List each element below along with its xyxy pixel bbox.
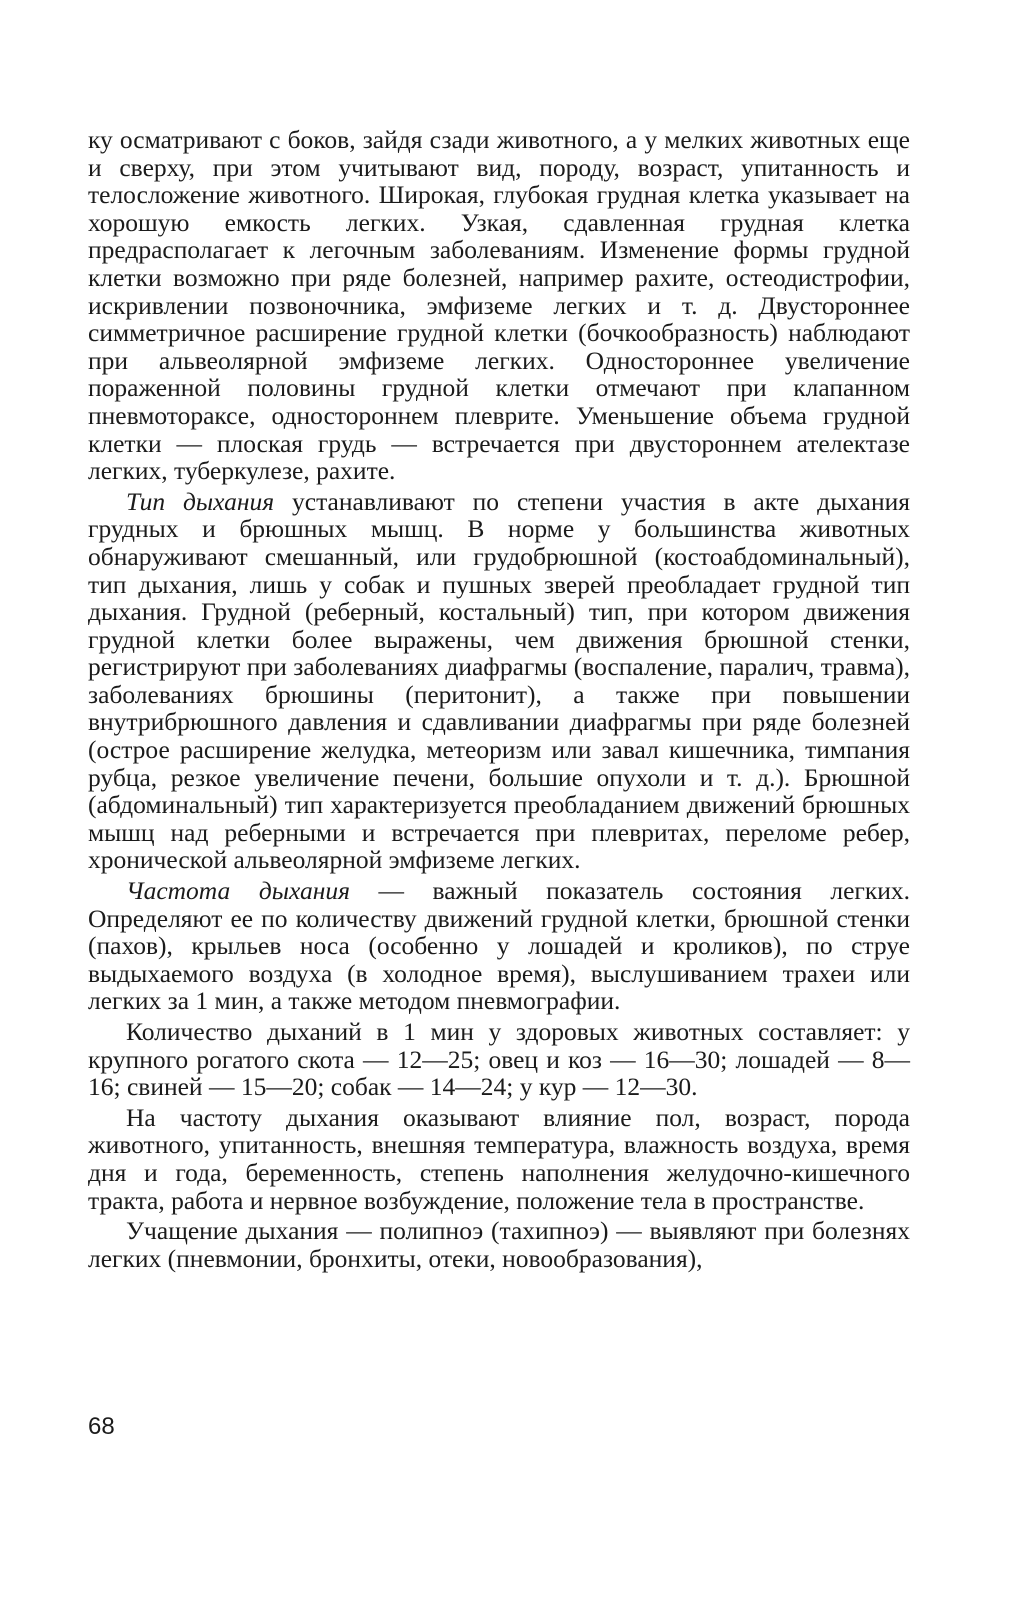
term-breathing-rate: Частота дыхания: [126, 876, 350, 906]
paragraph-text: Количество дыханий в 1 мин у здоровых животных составляет: у крупного рогатого скота — 12—25; овец и коз — 16—30; лошадей — 8—16; свиней — 15—20; собак — 14—24; у кур — 12—30.: [88, 1017, 910, 1102]
paragraph-breathing-type: [88, 488, 910, 874]
page-number: 68: [88, 1413, 115, 1440]
paragraph-rate-factors: [88, 1104, 910, 1214]
paragraph-chest-shape: [88, 126, 910, 485]
term-breathing-type: Тип дыхания: [126, 486, 275, 516]
paragraph-polypnea: [88, 1217, 910, 1272]
paragraph-breathing-rate: [88, 877, 910, 1015]
paragraph-text: устанавливают по степени участия в акте дыхания грудных и брюшных мышц. В норме у большинства животных обнаруживают смешанный, или грудобрюшной (костоабдоминальный), тип дыхания, лишь у собак и пушных зверей преобладает грудной тип дыхания. Грудной (реберный, костальный) тип, при котором движения грудной клетки более выражены, чем движения брюшной стенки, регистрируют при заболеваниях диафрагмы (воспаление, паралич, травма), заболеваниях брюшины (перитонит), а также при повышении внутрибрюшного давления и сдавливании диафрагмы при ряде болезней (острое расширение желудка, метеоризм или завал кишечника, тимпания рубца, резкое увеличение печени, большие опухоли и т. д.). Брюшной (абдоминальный) тип характеризуется преобладанием движений брюшных мышц над реберными и встречается при плевритах, переломе ребер, хронической альвеолярной эмфиземе легких.: [88, 486, 910, 875]
body-text: [88, 126, 910, 1272]
paragraph-text: На частоту дыхания оказывают влияние пол, возраст, порода животного, упитанность, внешняя температура, влажность воздуха, время дня и года, беременность, степень наполнения желудочно-кишечного тракта, работа и нервное возбуждение, положение тела в пространстве.: [88, 1102, 910, 1215]
paragraph-text: — важный показатель состояния легких. Определяют ее по количеству движений грудной клетки, брюшной стенки (пахов), крыльев носа (особенно у лошадей и кроликов), по струе выдыхаемого воздуха (в холодное время), выслушиванием трахеи или легких за 1 мин, а также методом пневмографии.: [88, 876, 911, 1016]
paragraph-text: ку осматривают с боков, зайдя сзади животного, а у мелких животных еще и сверху, при этом учитывают вид, породу, возраст, упитанность и телосложение животного. Широкая, глубокая грудная клетка указывает на хорошую емкость легких. Узкая, сдавленная грудная клетка предрасполагает к легочным заболеваниям. Изменение формы грудной клетки возможно при ряде болезней, например рахите, остеодистрофии, искривлении позвоночника, эмфиземе легких и т. д. Двустороннее симметричное расширение грудной клетки (бочкообразность) наблюдают при альвеолярной эмфиземе легких. Одностороннее увеличение пораженной половины грудной клетки отмечают при клапанном пневмотораксе, одностороннем плеврите. Уменьшение объема грудной клетки — плоская грудь — встречается при двустороннем ателектазе легких, туберкулезе, рахите.: [88, 125, 910, 486]
paragraph-breath-counts: [88, 1018, 910, 1101]
paragraph-text: Учащение дыхания — полипноэ (тахипноэ) — выявляют при болезнях легких (пневмонии, бронхиты, отеки, новообразования),: [88, 1216, 910, 1273]
